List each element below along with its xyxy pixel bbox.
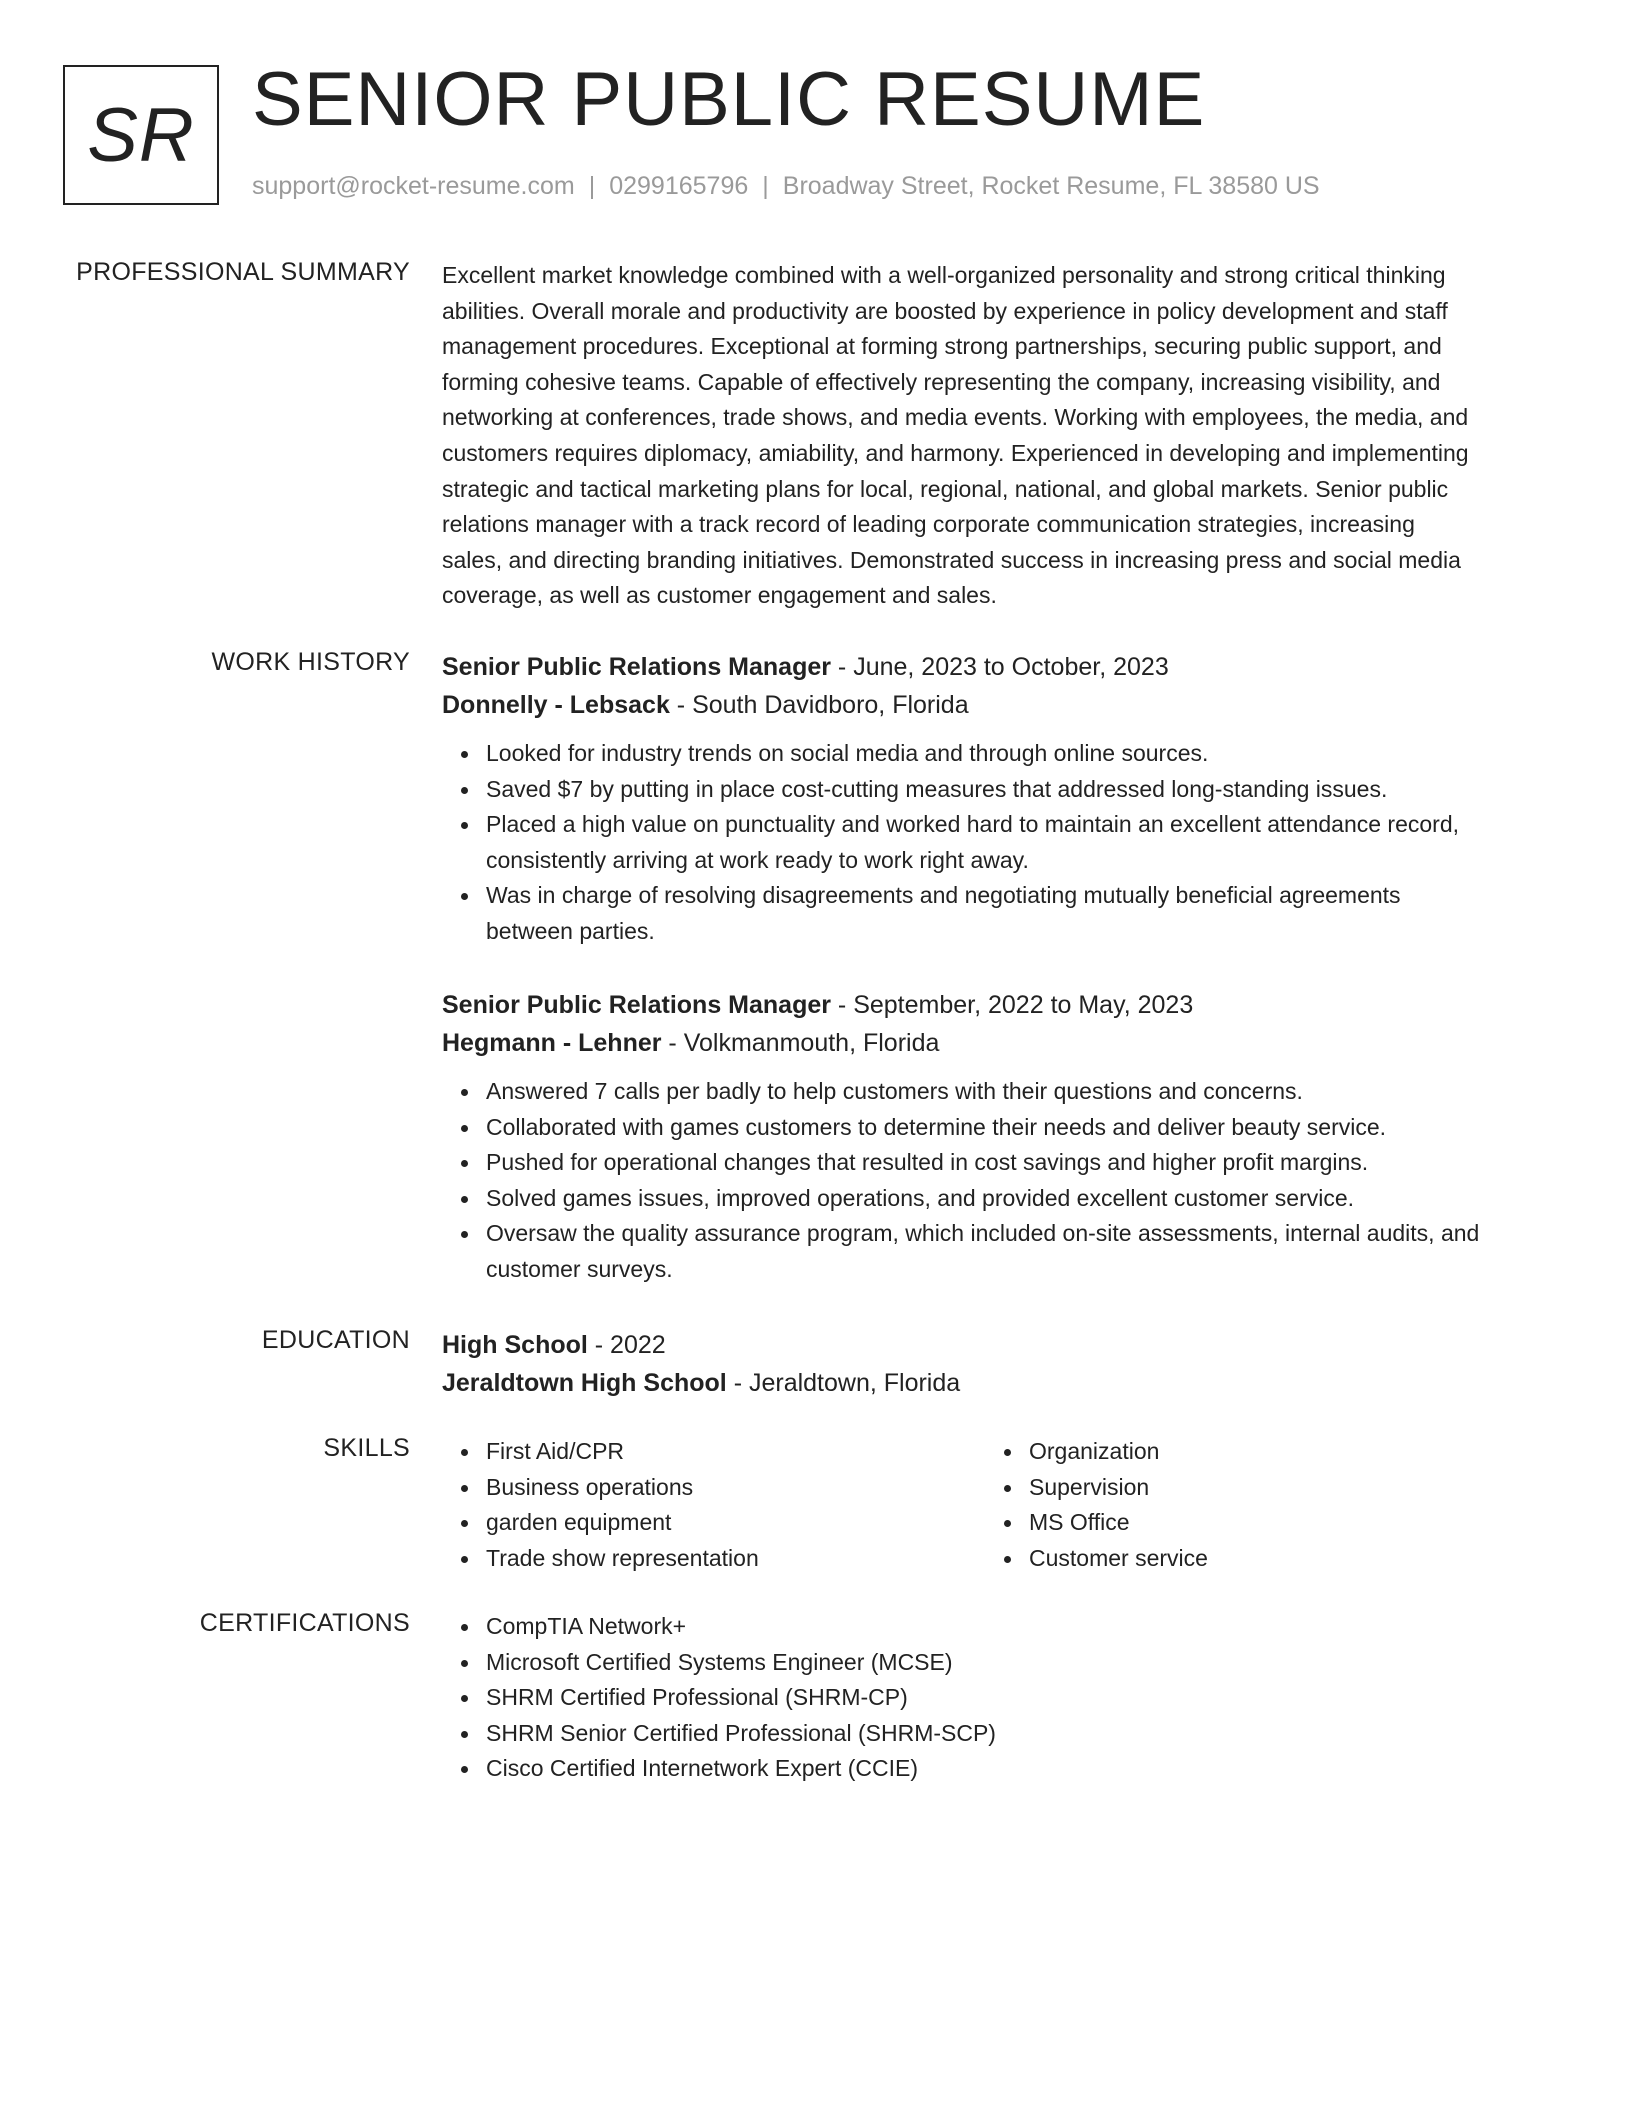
- contact-line: [252, 172, 1320, 201]
- certification-item: CompTIA Network+: [486, 1609, 1542, 1645]
- job-company: Hegmann - Lehner: [442, 1029, 662, 1057]
- summary-line: networking at conferences, trade shows, and media events. Working with employees, the media, and: [442, 404, 1469, 431]
- education-degree-line: [442, 1326, 1542, 1364]
- bullet-line: Placed a high value on punctuality and worked hard to maintain an excellent attendance record,: [486, 811, 1460, 838]
- education-year: - 2022: [587, 1331, 666, 1359]
- skill-item: garden equipment: [486, 1505, 985, 1541]
- contact-address: Broadway Street, Rocket Resume, FL 38580 US: [782, 172, 1320, 200]
- monogram-badge: [63, 65, 219, 205]
- summary-line: relations manager with a track record of leading corporate communication strategies, increasing: [442, 511, 1415, 538]
- job-title-line: [442, 648, 1542, 686]
- summary-line: forming cohesive teams. Capable of effectively representing the company, increasing visibility, and: [442, 368, 1441, 395]
- job-title: Senior Public Relations Manager: [442, 653, 831, 681]
- job-company-line: [442, 686, 1542, 724]
- job-entry: [442, 986, 1542, 1288]
- education-school-line: [442, 1364, 1542, 1402]
- job-bullet: [486, 1110, 1542, 1146]
- skill-item: Organization: [1029, 1434, 1528, 1470]
- education-label: EDUCATION: [261, 1326, 410, 1354]
- skill-item: Supervision: [1029, 1470, 1528, 1506]
- skill-item: Customer service: [1029, 1541, 1528, 1577]
- bullet-line: Collaborated with games customers to determine their needs and deliver beauty service.: [486, 1113, 1387, 1140]
- summary-line: abilities. Overall morale and productivity are boosted by experience in policy development and staff: [442, 297, 1448, 324]
- job-bullet: [486, 1074, 1542, 1110]
- contact-separator: |: [588, 172, 596, 200]
- summary-label: PROFESSIONAL SUMMARY: [76, 258, 410, 286]
- job-company: Donnelly - Lebsack: [442, 691, 670, 719]
- job-dates: - June, 2023 to October, 2023: [830, 653, 1169, 681]
- skills-body: [442, 1434, 1542, 1576]
- job-bullet: [486, 807, 1542, 878]
- bullet-line: Looked for industry trends on social media and through online sources.: [486, 740, 1209, 766]
- certification-item: Microsoft Certified Systems Engineer (MCSE): [486, 1645, 1542, 1681]
- bullet-line: Oversaw the quality assurance program, which included on-site assessments, internal audits, and: [486, 1220, 1480, 1247]
- job-bullet: [486, 772, 1542, 808]
- job-bullets: [442, 1074, 1542, 1288]
- monogram-initials: SR: [87, 92, 195, 178]
- job-location: - South Davidboro, Florida: [669, 691, 969, 719]
- summary-body: [442, 258, 1542, 614]
- job-company-line: [442, 1024, 1542, 1062]
- work-history-label: WORK HISTORY: [211, 648, 410, 676]
- skills-column-left: [442, 1434, 985, 1576]
- job-bullet: [486, 1145, 1542, 1181]
- skill-item: Business operations: [486, 1470, 985, 1506]
- certification-item: Cisco Certified Internetwork Expert (CCIE): [486, 1751, 1542, 1787]
- work-history-body: [442, 648, 1542, 1282]
- summary-line: strategic and tactical marketing plans for local, regional, national, and global markets. Senior public: [442, 475, 1449, 502]
- summary-line: coverage, as well as customer engagement and sales.: [442, 582, 997, 609]
- bullet-line: Pushed for operational changes that resulted in cost savings and higher profit margins.: [486, 1149, 1369, 1176]
- skill-item: Trade show representation: [486, 1541, 985, 1577]
- contact-phone[interactable]: 0299165796: [609, 172, 749, 200]
- job-location: - Volkmanmouth, Florida: [661, 1029, 940, 1057]
- bullet-line: Answered 7 calls per badly to help customers with their questions and concerns.: [486, 1078, 1303, 1104]
- job-entry: [442, 648, 1542, 950]
- job-bullet: [486, 878, 1542, 949]
- bullet-line: customer surveys.: [486, 1255, 673, 1282]
- summary-line: Excellent market knowledge combined with a well-organized personality and strong critical thinking: [442, 262, 1446, 288]
- job-bullets: [442, 736, 1542, 950]
- certification-item: SHRM Certified Professional (SHRM-CP): [486, 1680, 1542, 1716]
- certifications-list: [442, 1609, 1542, 1787]
- job-title: Senior Public Relations Manager: [442, 991, 831, 1019]
- bullet-line: between parties.: [486, 917, 655, 944]
- education-degree: High School: [442, 1331, 588, 1359]
- certifications-body: [442, 1609, 1542, 1787]
- job-bullet: [486, 736, 1542, 772]
- job-title-line: [442, 986, 1542, 1024]
- bullet-line: Was in charge of resolving disagreements and negotiating mutually beneficial agreements: [486, 882, 1401, 909]
- bullet-line: Solved games issues, improved operations, and provided excellent customer service.: [486, 1184, 1355, 1211]
- skill-item: MS Office: [1029, 1505, 1528, 1541]
- contact-separator: |: [762, 172, 769, 200]
- job-dates: - September, 2022 to May, 2023: [830, 991, 1194, 1019]
- skills-label: SKILLS: [323, 1434, 410, 1462]
- education-location: - Jeraldtown, Florida: [726, 1369, 961, 1397]
- summary-line: sales, and directing branding initiatives. Demonstrated success in increasing press and social media: [442, 546, 1461, 573]
- resume-name: SENIOR PUBLIC RESUME: [252, 57, 1206, 142]
- education-body: [442, 1326, 1542, 1402]
- certifications-label: CERTIFICATIONS: [199, 1609, 410, 1637]
- skills-columns: [442, 1434, 1542, 1576]
- summary-line: customers requires diplomacy, amiability, and harmony. Experienced in developing and implementing: [442, 439, 1469, 466]
- bullet-line: Saved $7 by putting in place cost-cutting measures that addressed long-standing issues.: [486, 775, 1388, 802]
- summary-line: management procedures. Exceptional at forming strong partnerships, securing public support, and: [442, 333, 1442, 360]
- certification-item: SHRM Senior Certified Professional (SHRM-SCP): [486, 1716, 1542, 1752]
- job-bullet: [486, 1216, 1542, 1287]
- job-bullet: [486, 1181, 1542, 1217]
- skills-list: [442, 1434, 985, 1576]
- education-school: Jeraldtown High School: [442, 1369, 727, 1397]
- contact-email[interactable]: support@rocket-resume.com: [252, 172, 575, 200]
- skill-item: First Aid/CPR: [486, 1434, 985, 1470]
- bullet-line: consistently arriving at work ready to work right away.: [486, 846, 1029, 873]
- skills-list: [985, 1434, 1528, 1576]
- skills-column-right: [985, 1434, 1528, 1576]
